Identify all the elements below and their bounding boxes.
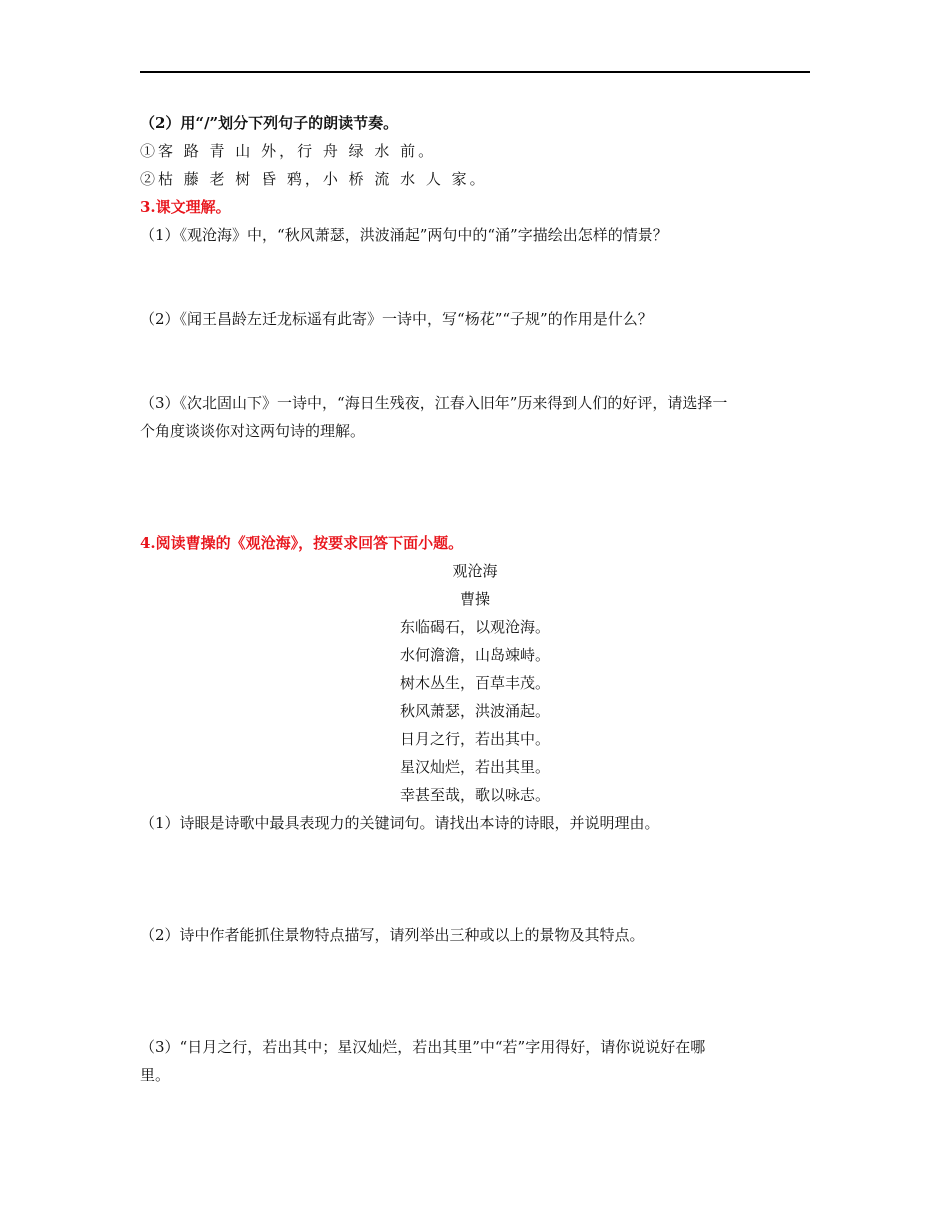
q4-question-2: （2）诗中作者能抓住景物特点描写，请列举出三种或以上的景物及其特点。 bbox=[140, 926, 645, 944]
poem-line: 树木丛生，百草丰茂。 bbox=[399, 674, 550, 692]
q4-question-3-line2: 里。 bbox=[140, 1066, 171, 1084]
q3-question-3-line1: （3）《次北固山下》一诗中，“海日生残夜，江春入旧年”历来得到人们的好评，请选择一 bbox=[140, 394, 728, 412]
rhythm-item-1: ①客 路 青 山 外，行 舟 绿 水 前。 bbox=[140, 142, 437, 160]
poem-line: 秋风萧瑟，洪波涌起。 bbox=[399, 702, 550, 720]
q4-question-1: （1）诗眼是诗歌中最具表现力的关键词句。请找出本诗的诗眼，并说明理由。 bbox=[140, 814, 660, 832]
q2-rhythm-heading: （2）用“/”划分下列句子的朗读节奏。 bbox=[140, 114, 399, 132]
poem-line: 水何澹澹，山岛竦峙。 bbox=[399, 646, 550, 664]
q3-question-3-line2: 个角度谈谈你对这两句诗的理解。 bbox=[140, 422, 366, 440]
poem-author: 曹操 bbox=[459, 590, 490, 608]
rhythm-item-2: ②枯 藤 老 树 昏 鸦，小 桥 流 水 人 家。 bbox=[140, 170, 488, 188]
section-4-heading: 4.阅读曹操的《观沧海》，按要求回答下面小题。 bbox=[140, 534, 464, 552]
q3-question-2: （2）《闻王昌龄左迁龙标遥有此寄》一诗中，写“杨花”“子规”的作用是什么？ bbox=[140, 310, 653, 328]
header-rule bbox=[140, 71, 810, 73]
q4-question-3-line1: （3）“日月之行，若出其中；星汉灿烂，若出其里”中“若”字用得好，请你说说好在哪 bbox=[140, 1038, 706, 1056]
section-3-heading: 3.课文理解。 bbox=[140, 198, 231, 216]
poem-line: 幸甚至哉，歌以咏志。 bbox=[399, 786, 550, 804]
poem-line: 星汉灿烂，若出其里。 bbox=[399, 758, 550, 776]
poem-line: 日月之行，若出其中。 bbox=[399, 730, 550, 748]
poem-line: 东临碣石，以观沧海。 bbox=[399, 618, 550, 636]
poem-title: 观沧海 bbox=[452, 562, 498, 580]
q3-question-1: （1）《观沧海》中，“秋风萧瑟，洪波涌起”两句中的“涌”字描绘出怎样的情景？ bbox=[140, 226, 668, 244]
